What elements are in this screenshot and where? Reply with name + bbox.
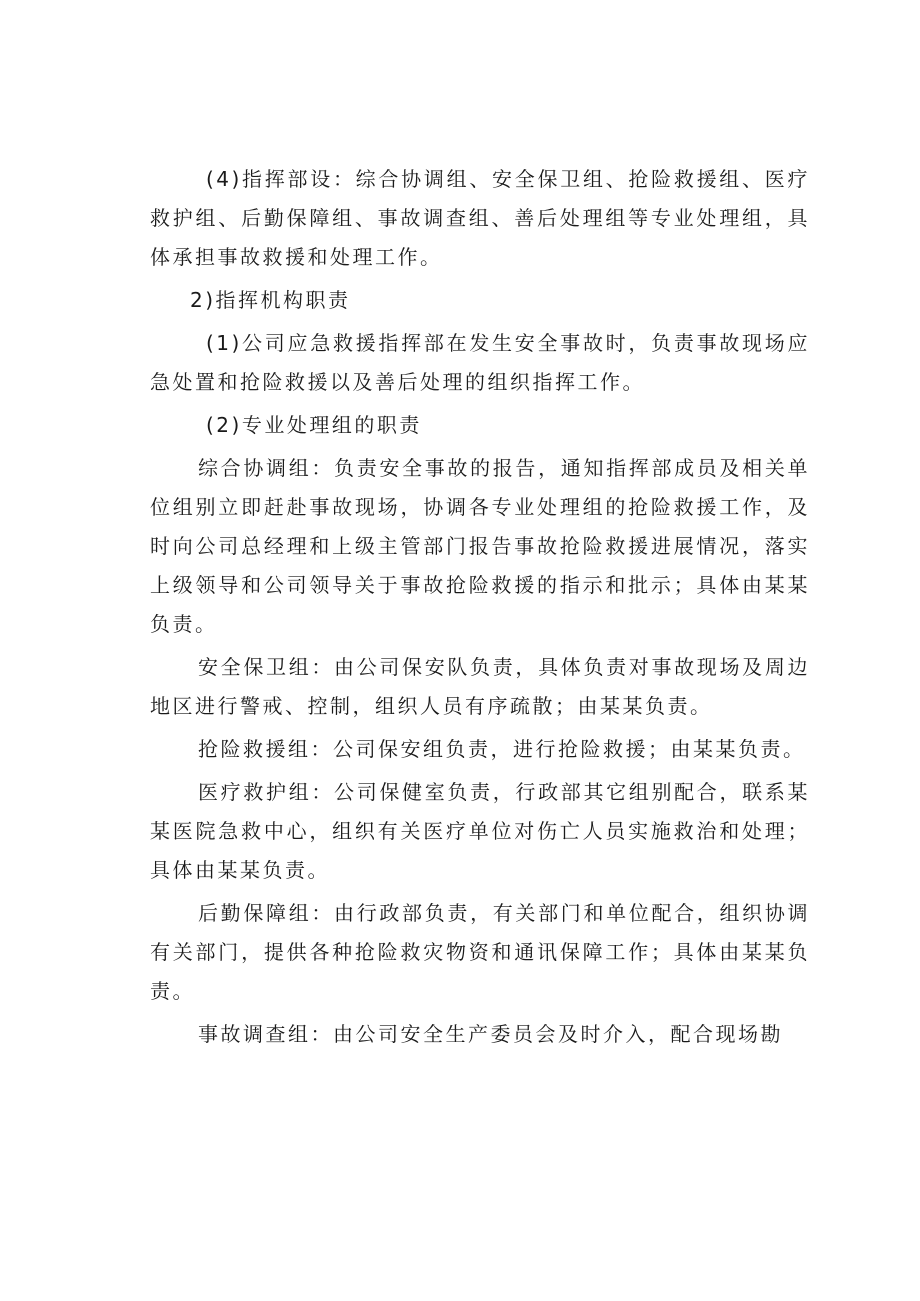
- paragraph-medical-group: 医疗救护组：公司保健室负责，行政部其它组别配合，联系某某医院急救中心，组织有关医疗单位对伤亡人员实施救治和处理；具体由某某负责。: [150, 780, 810, 882]
- paragraph-investigation-group: 事故调查组：由公司安全生产委员会及时介入，配合现场勘: [198, 1022, 783, 1046]
- document-body: [150, 160, 810, 1058]
- paragraph-logistics-group: 后勤保障组：由行政部负责，有关部门和单位配合，组织协调有关部门，提供各种抢险救灾物资和通讯保障工作；具体由某某负责。: [150, 901, 810, 1003]
- heading-command-duties: 2)指挥机构职责: [190, 288, 351, 312]
- heading-group-duties: (2)专业处理组的职责: [206, 413, 422, 437]
- paragraph-security-group: 安全保卫组：由公司保安队负责，具体负责对事故现场及周边地区进行警戒、控制，组织人员有序疏散；由某某负责。: [150, 655, 810, 718]
- paragraph-command-setup: (4)指挥部设：综合协调组、安全保卫组、抢险救援组、医疗救护组、后勤保障组、事故调查组、善后处理组等专业处理组，具体承担事故救援和处理工作。: [150, 167, 810, 269]
- paragraph-coordination-group: 综合协调组：负责安全事故的报告，通知指挥部成员及相关单位组别立即赶赴事故现场，协调各专业处理组的抢险救援工作，及时向公司总经理和上级主管部门报告事故抢险救援进展情况，落实上级领导和公司领导关于事故抢险救援的指示和批示；具体由某某负责。: [150, 456, 810, 636]
- paragraph-rescue-group: 抢险救援组：公司保安组负责，进行抢险救援；由某某负责。: [198, 737, 806, 761]
- paragraph-hq-duties: (1)公司应急救援指挥部在发生安全事故时，负责事故现场应急处置和抢险救援以及善后处理的组织指挥工作。: [150, 331, 810, 394]
